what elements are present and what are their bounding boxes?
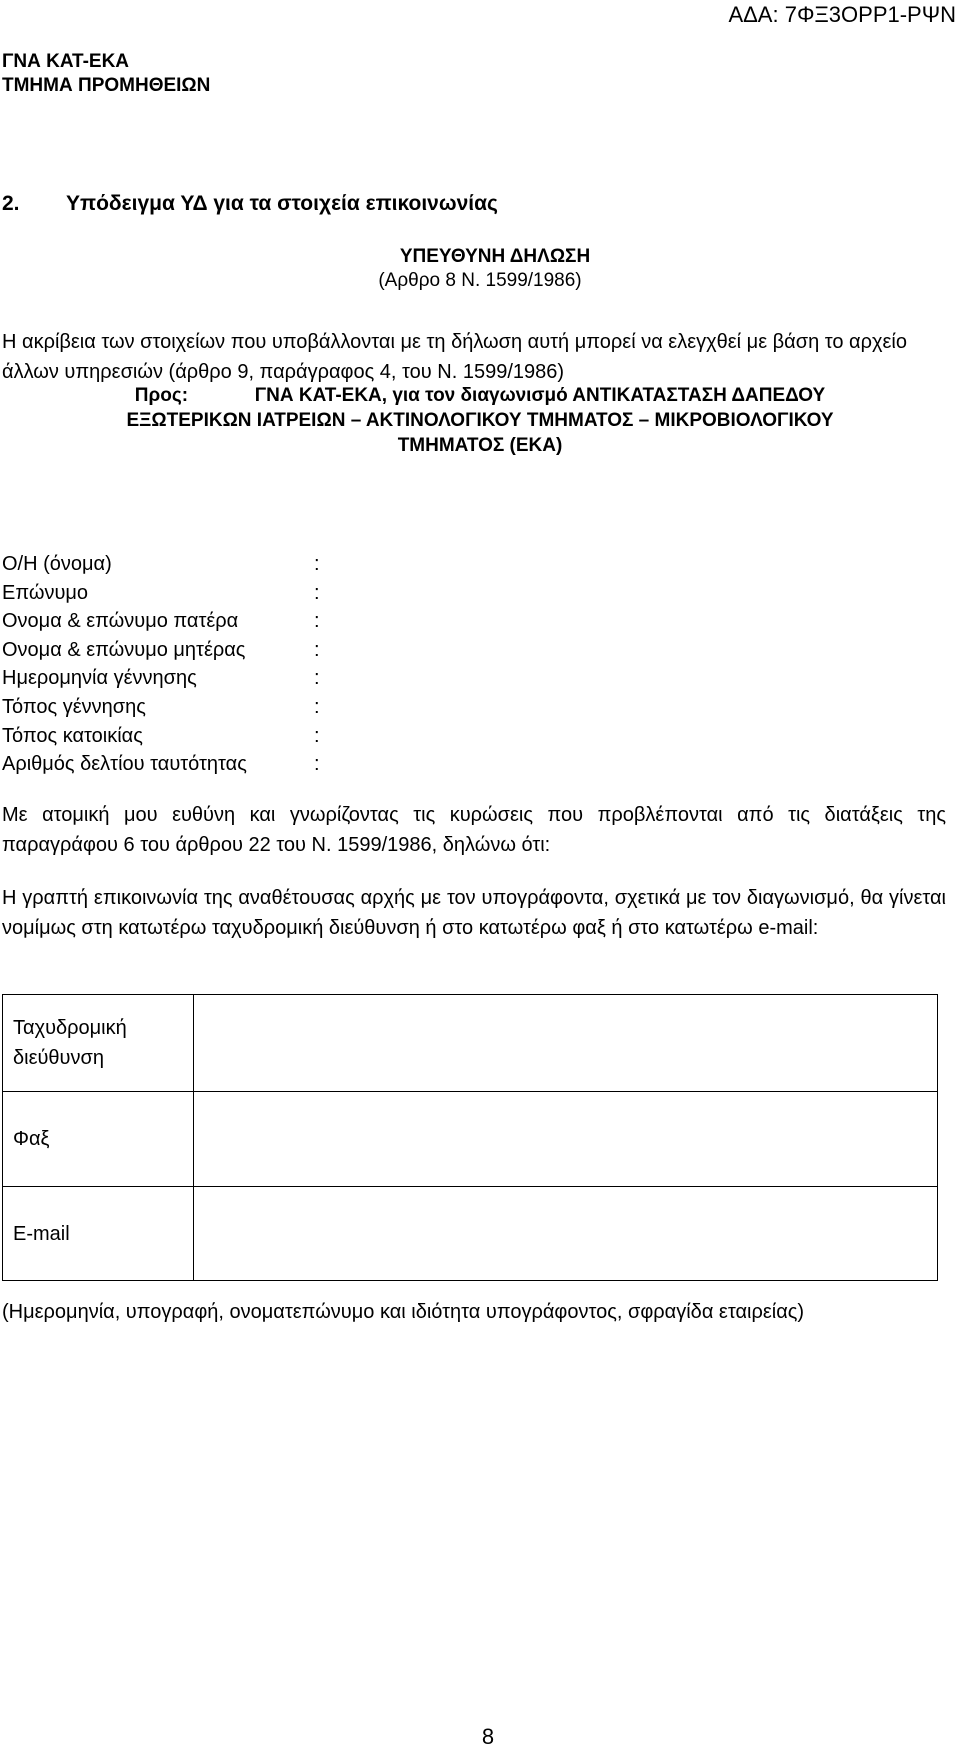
field-colon: : — [314, 753, 320, 776]
contact-table — [2, 994, 938, 1281]
recipient-line-2: ΕΞΩΤΕΡΙΚΩΝ ΙΑΤΡΕΙΩΝ – ΑΚΤΙΝΟΛΟΓΙΚΟΥ ΤΜΗΜΑΤΟΣ – ΜΙΚΡΟΒΙΟΛΟΓΙΚΟΥ — [126, 410, 834, 431]
section-number: 2. — [2, 192, 20, 215]
fax-label: Φαξ — [3, 1092, 194, 1187]
accuracy-note: Η ακρίβεια των στοιχείων που υποβάλλονται με τη δήλωση αυτή μπορεί να ελεγχθεί με βάση το αρχείο άλλων υπηρεσιών (άρθρο 9, παράγραφος 4, του Ν. 1599/1986) — [2, 331, 907, 383]
email-value[interactable] — [194, 1187, 938, 1281]
declaration-heading — [0, 245, 960, 293]
section-title-text: Υπόδειγμα ΥΔ για τα στοιχεία επικοινωνίας — [66, 192, 498, 215]
field-colon: : — [314, 695, 320, 718]
field-row — [2, 664, 334, 693]
field-row — [2, 722, 334, 751]
responsibility-paragraph: Με ατομική μου ευθύνη και γνωρίζοντας τις κυρώσεις που προβλέπονται από τις διατάξεις της παραγράφου 6 του άρθρου 22 του Ν. 1599/1986, δηλώνω ότι: — [2, 804, 946, 856]
field-row — [2, 750, 334, 779]
field-label: Ονομα & επώνυμο μητέρας — [2, 638, 246, 661]
address-label: Ταχυδρομική διεύθυνση — [3, 995, 194, 1092]
field-label: Ονομα & επώνυμο πατέρα — [2, 610, 239, 633]
recipient-label: Προς: — [134, 385, 189, 406]
field-colon: : — [314, 667, 320, 690]
field-label: Ο/Η (όνομα) — [2, 553, 112, 575]
section-title — [2, 192, 498, 216]
recipient-line-3: ΤΜΗΜΑΤΟΣ (ΕΚΑ) — [397, 435, 563, 456]
field-label: Ημερομηνία γέννησης — [2, 667, 197, 690]
field-label: Αριθμός δελτίου ταυτότητας — [2, 753, 247, 776]
field-row — [2, 579, 334, 608]
organization-header — [2, 50, 210, 98]
field-row — [2, 607, 334, 636]
field-row — [2, 693, 334, 722]
field-row — [2, 636, 334, 665]
communication-paragraph: Η γραπτή επικοινωνία της αναθέτουσας αρχής με τον υπογράφοντα, σχετικά με τον διαγωνισμό, θα γίνεται νομίμως στη κατωτέρω ταχυδρομική διεύθυνση ή στο κατωτέρω φαξ ή στο κατωτέρω e-mail: — [2, 887, 946, 939]
fax-value[interactable] — [194, 1092, 938, 1187]
field-label: Τόπος γέννησης — [2, 695, 146, 718]
table-row — [3, 995, 938, 1092]
field-colon: : — [314, 638, 320, 661]
declaration-law: (Αρθρο 8 Ν. 1599/1986) — [378, 270, 582, 291]
field-colon: : — [314, 724, 320, 747]
field-row — [2, 550, 334, 579]
field-colon: : — [314, 610, 320, 633]
table-row — [3, 1187, 938, 1281]
org-department: ΤΜΗΜΑ ΠΡΟΜΗΘΕΙΩΝ — [2, 75, 211, 96]
field-label: Επώνυμο — [2, 581, 89, 604]
table-row — [3, 1092, 938, 1187]
ada-code: ΑΔΑ: 7ΦΞ3ΟΡΡ1-ΡΨΝ — [728, 2, 956, 27]
field-colon: : — [314, 553, 320, 575]
signature-note: (Ημερομηνία, υπογραφή, ονοματεπώνυμο και ιδιότητα υπογράφοντος, σφραγίδα εταιρείας) — [2, 1301, 805, 1323]
recipient-line-1: ΓΝΑ ΚΑΤ-ΕΚΑ, για τον διαγωνισμό ΑΝΤΙΚΑΤΑΣΤΑΣΗ ΔΑΠΕΔΟΥ — [254, 385, 826, 406]
recipient-block — [0, 383, 960, 458]
org-name: ΓΝΑ ΚΑΤ-ΕΚΑ — [2, 51, 130, 72]
address-value[interactable] — [194, 995, 938, 1092]
personal-fields — [2, 550, 334, 779]
page-number: 8 — [481, 1724, 495, 1749]
declaration-title: ΥΠΕΥΘΥΝΗ ΔΗΛΩΣΗ — [399, 246, 591, 267]
field-label: Τόπος κατοικίας — [2, 724, 143, 747]
field-colon: : — [314, 581, 320, 604]
email-label: E-mail — [3, 1187, 194, 1281]
